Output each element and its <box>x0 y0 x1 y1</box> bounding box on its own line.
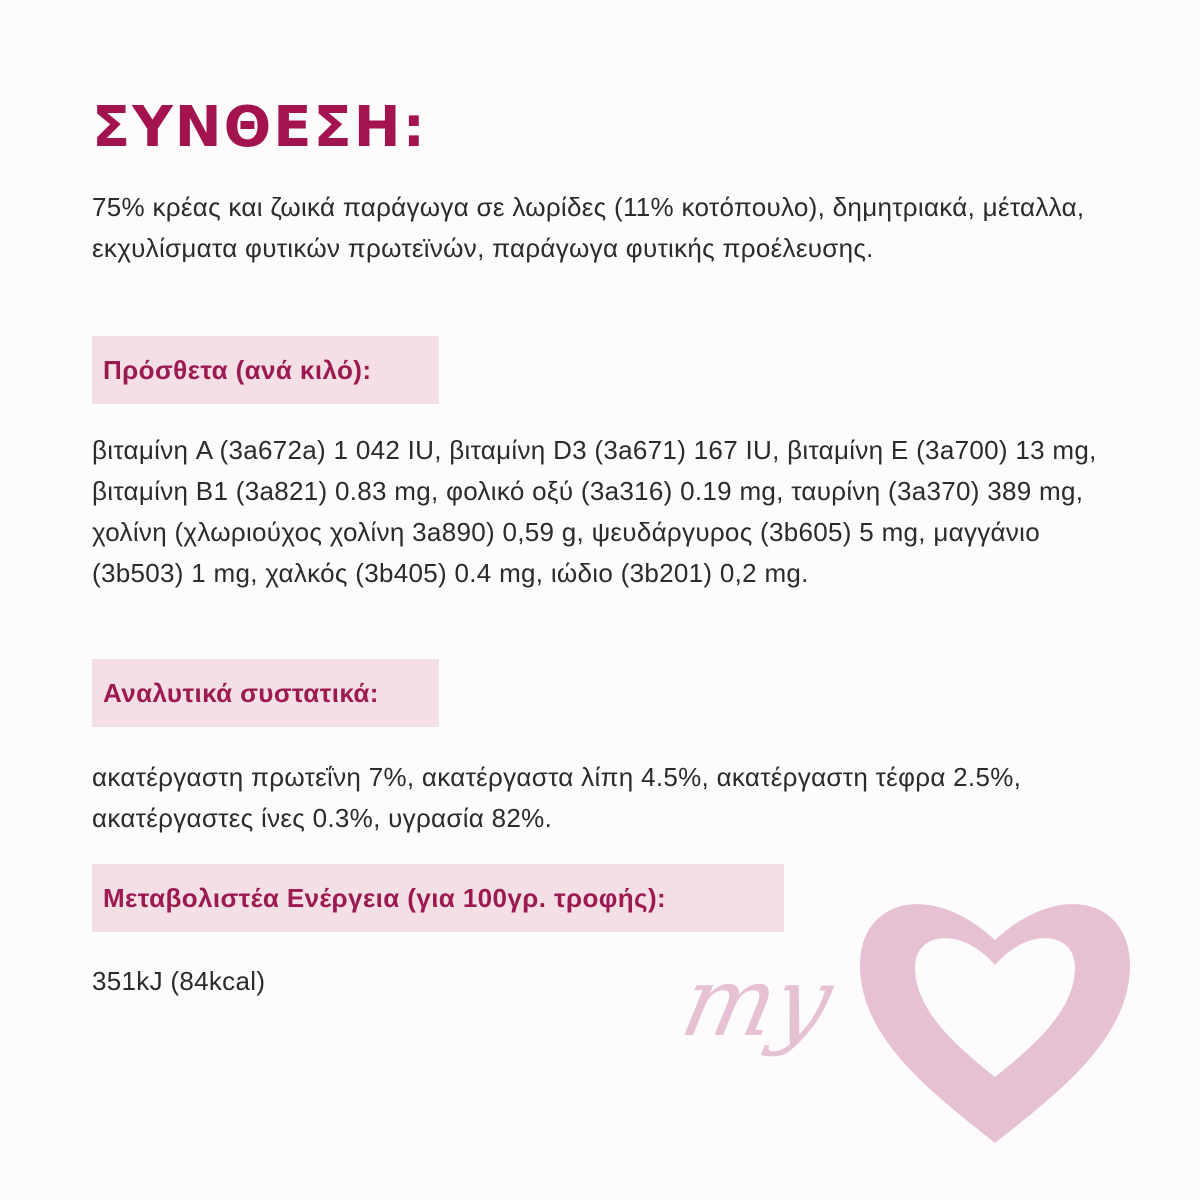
analytical-heading: Αναλυτικά συστατικά: <box>103 677 379 708</box>
analytical-heading-band <box>92 659 439 727</box>
analytical-text: ακατέργαστη πρωτεΐνη 7%, ακατέργαστα λίπη 4.5%, ακατέργαστη τέφρα 2.5%, ακατέργαστες ίνες 0.3%, υγρασία 82%. <box>92 762 1022 833</box>
additives-text: βιταμίνη A (3a672a) 1 042 IU, βιταμίνη D3 (3a671) 167 IU, βιταμίνη E (3a700) 13 mg, βιταμίνη B1 (3a821) 0.83 mg, φολικό οξύ (3a316) 0.19 mg, ταυρίνη (3a370) 389 mg, χολίνη (χλωριούχος χολίνη 3a890) 0,59 g, ψευδάργυρος (3b605) 5 mg, μαγγάνιο (3b503) 1 mg, χαλκός (3b405) 0.4 mg, ιώδιο (3b201) 0,2 mg. <box>92 435 1097 588</box>
page-title: ΣΥΝΘΕΣΗ: <box>92 95 428 160</box>
logo-text: my <box>672 945 842 1058</box>
heart-icon <box>860 904 1130 1143</box>
energy-heading: Μεταβολιστέα Ενέργεια (για 100γρ. τροφής): <box>103 882 667 913</box>
additives-heading: Πρόσθετα (ανά κιλό): <box>103 354 372 385</box>
energy-text: 351kJ (84kcal) <box>92 966 266 996</box>
additives-heading-band <box>92 336 439 404</box>
composition-text: 75% κρέας και ζωικά παράγωγα σε λωρίδες (11% κοτόπουλο), δημητριακά, μέταλλα, εκχυλίσματα φυτικών πρωτεϊνών, παράγωγα φυτικής προέλευσης. <box>92 192 1085 263</box>
my-heart-logo <box>660 845 1180 1165</box>
